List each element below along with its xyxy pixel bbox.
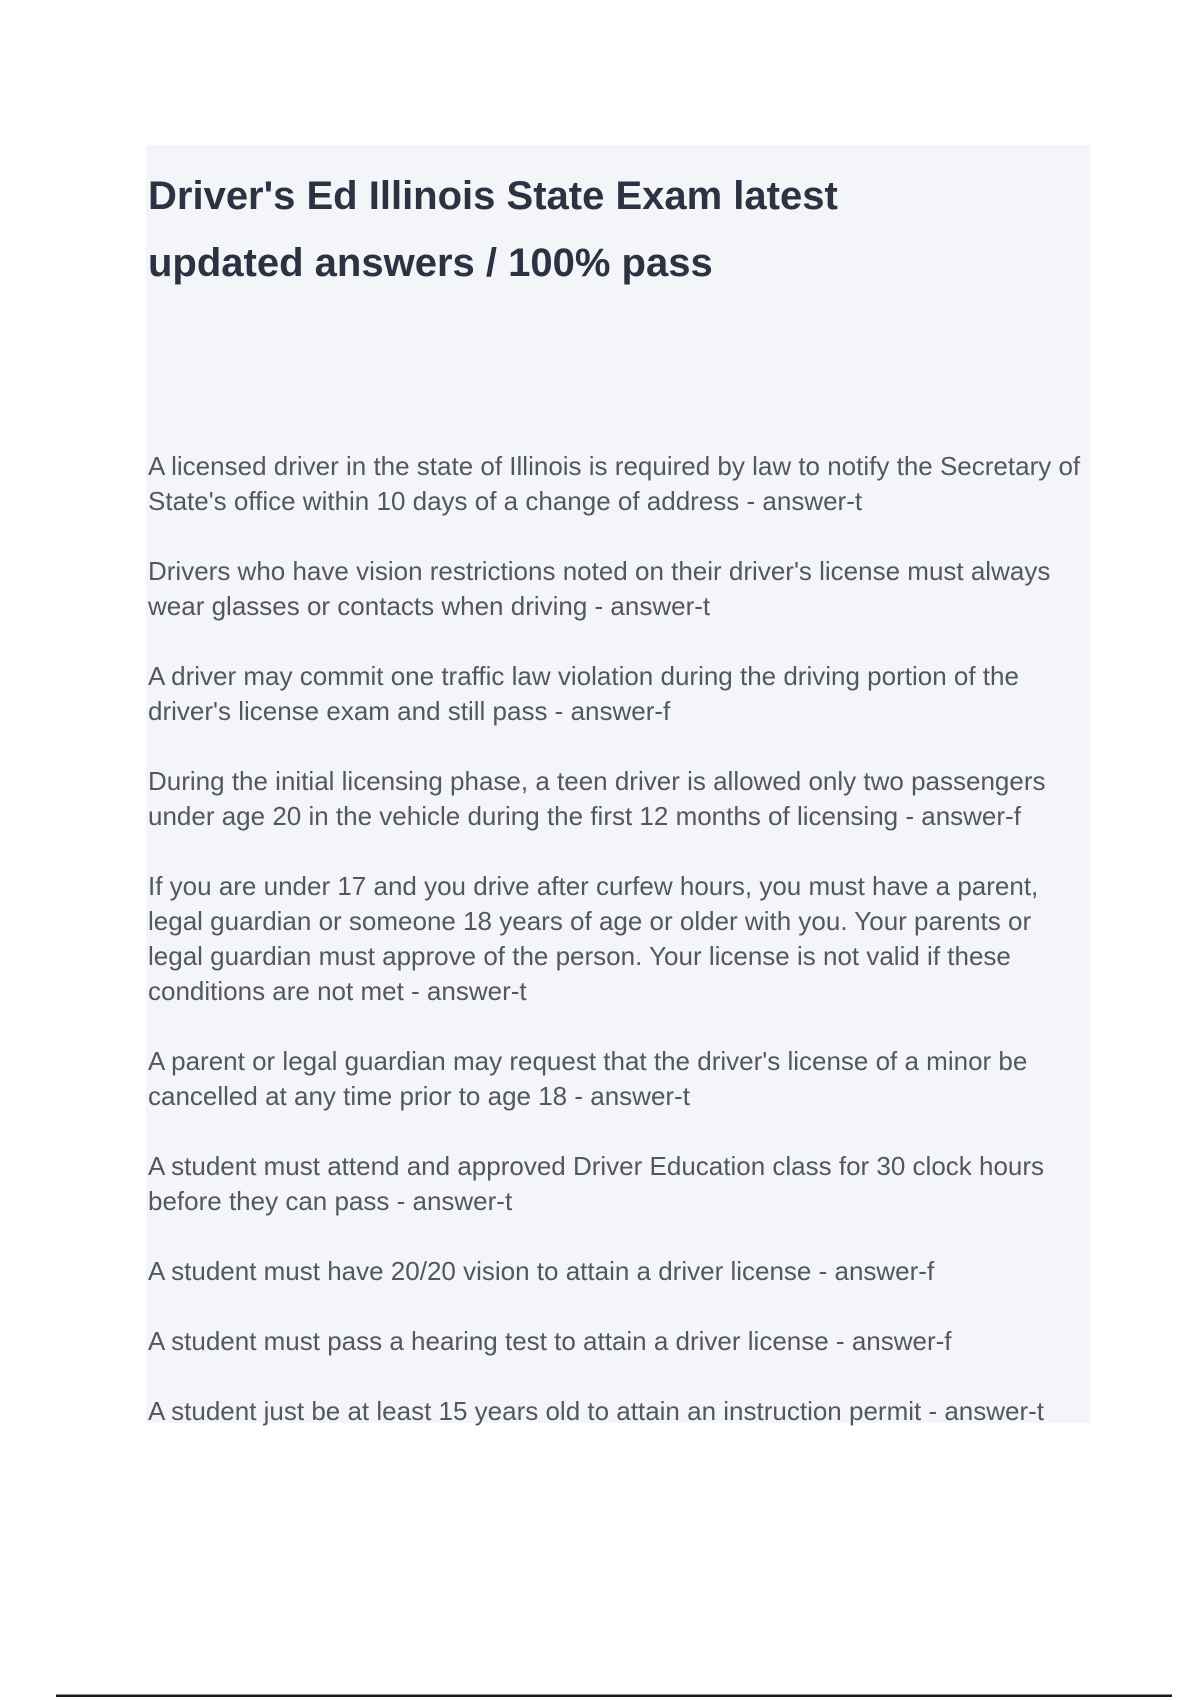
document-title: Driver's Ed Illinois State Exam latest updated answers / 100% pass <box>148 173 838 285</box>
qa-paragraph: Drivers who have vision restrictions noted on their driver's license must always wear glasses or contacts when driving - answer-t <box>148 556 1051 621</box>
qa-paragraph: A parent or legal guardian may request that the driver's license of a minor be cancelled at any time prior to age 18 - answer-t <box>148 1046 1028 1111</box>
qa-paragraph: A student just be at least 15 years old to attain an instruction permit - answer-t <box>148 1396 1045 1426</box>
qa-paragraph: If you are under 17 and you drive after curfew hours, you must have a parent, legal guardian or someone 18 years of age or older with you. Your parents or legal guardian must approve of the person. Your license is not valid if these conditions are not met - answer-t <box>148 871 1039 1006</box>
qa-paragraph: A student must attend and approved Driver Education class for 30 clock hours before they can pass - answer-t <box>148 1151 1045 1216</box>
qa-paragraph: A driver may commit one traffic law violation during the driving portion of the driver's license exam and still pass - answer-f <box>148 661 1019 726</box>
document-body <box>148 449 1088 1429</box>
page-divider-line <box>56 1694 1172 1697</box>
qa-paragraph: During the initial licensing phase, a teen driver is allowed only two passengers under age 20 in the vehicle during the first 12 months of licensing - answer-f <box>148 766 1046 831</box>
qa-paragraph: A student must have 20/20 vision to attain a driver license - answer-f <box>148 1256 935 1286</box>
qa-paragraph: A licensed driver in the state of Illinois is required by law to notify the Secretary of State's office within 10 days of a change of address - answer-t <box>148 451 1081 516</box>
qa-paragraph: A student must pass a hearing test to attain a driver license - answer-f <box>148 1326 952 1356</box>
